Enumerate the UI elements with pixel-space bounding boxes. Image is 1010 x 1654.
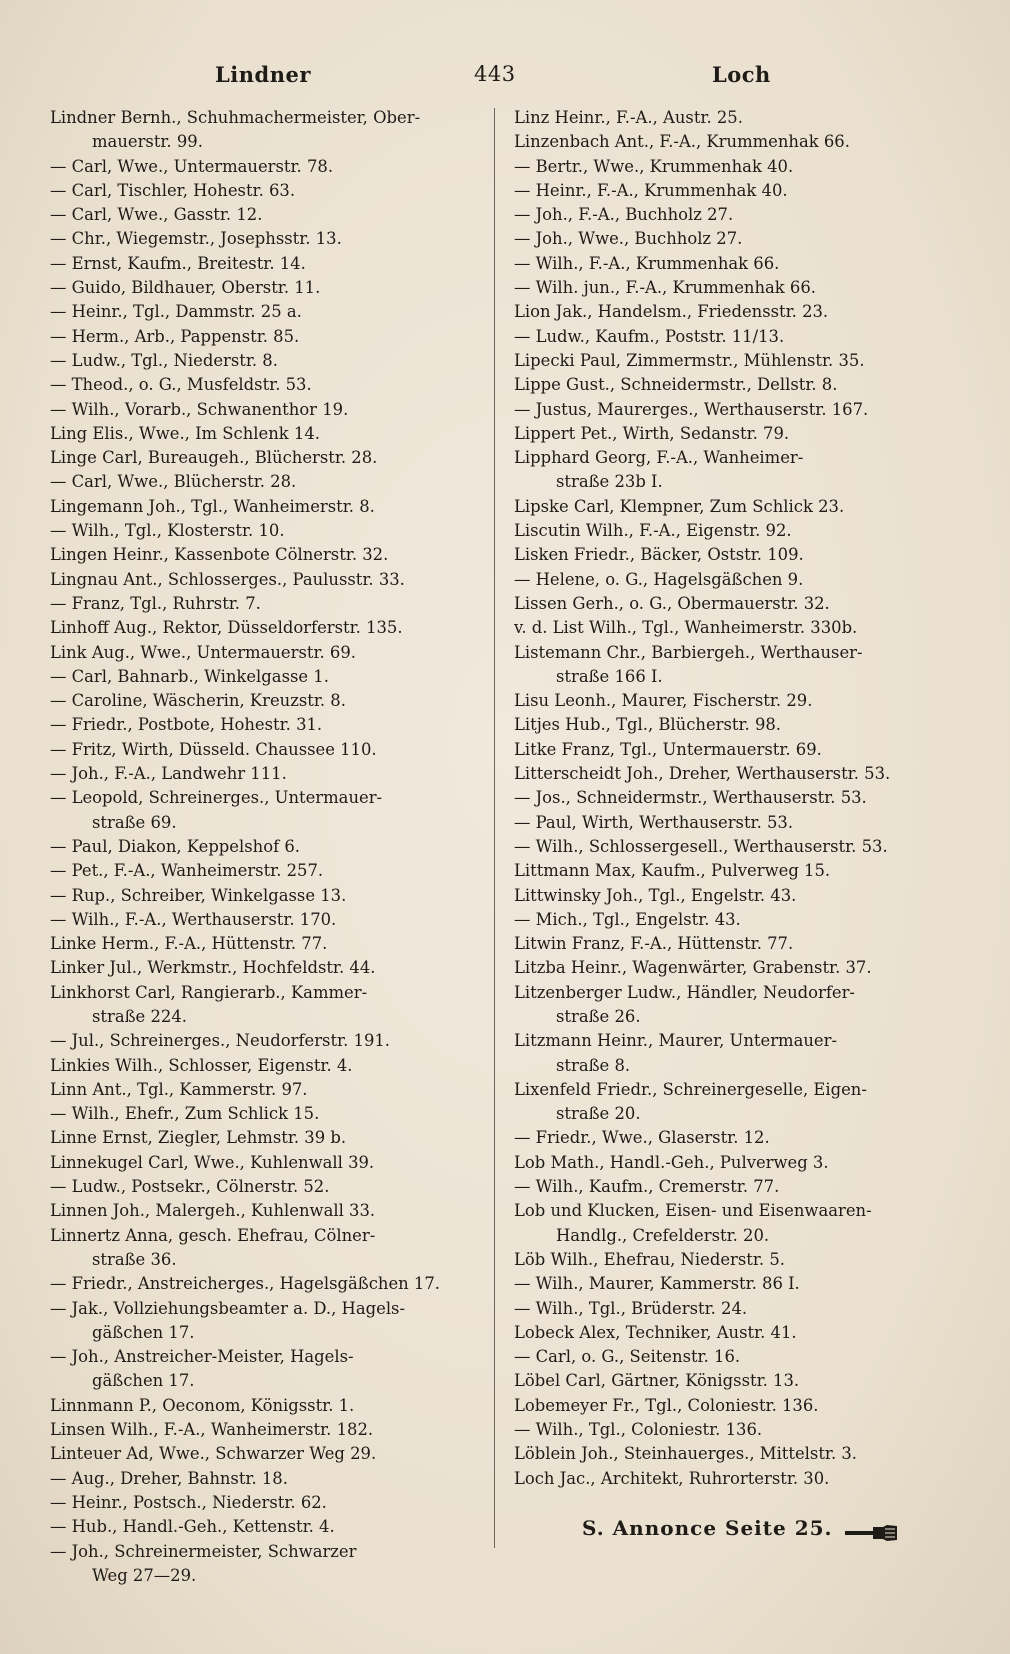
directory-entry-line: straße 166 I. — [556, 666, 663, 686]
directory-entry-line: Litzmann Heinr., Maurer, Untermauer- — [514, 1031, 837, 1051]
directory-entry-line: — Wilh., Tgl., Brüderstr. 24. — [514, 1298, 748, 1318]
directory-entry-line: — Carl, Wwe., Blücherstr. 28. — [50, 472, 297, 492]
directory-entry-line: — Wilh., F.-A., Werthauserstr. 170. — [50, 909, 337, 929]
directory-entry-line: — Wilh., Tgl., Coloniestr. 136. — [514, 1420, 763, 1440]
directory-entry-line: Litke Franz, Tgl., Untermauerstr. 69. — [514, 739, 822, 759]
directory-entry-line: Lingnau Ant., Schlosserges., Paulusstr. 33. — [50, 569, 405, 589]
right-column — [514, 106, 934, 1545]
directory-entry-line: — Theod., o. G., Musfeldstr. 53. — [50, 375, 312, 395]
directory-entry-line: Lippert Pet., Wirth, Sedanstr. 79. — [514, 423, 790, 443]
directory-entry-line: Linkies Wilh., Schlosser, Eigenstr. 4. — [50, 1055, 353, 1075]
annonce-reference — [514, 1511, 934, 1545]
directory-entry-line: Linge Carl, Bureaugeh., Blücherstr. 28. — [50, 448, 378, 468]
directory-entry-line: — Ernst, Kaufm., Breitestr. 14. — [50, 253, 306, 273]
directory-entry-line: — Joh., Wwe., Buchholz 27. — [514, 229, 743, 249]
directory-entry-line: Linsen Wilh., F.-A., Wanheimerstr. 182. — [50, 1420, 374, 1440]
page-header — [0, 62, 1010, 92]
directory-entry-line: — Leopold, Schreinerges., Untermauer- — [50, 788, 383, 808]
directory-entry-line: Linker Jul., Werkmstr., Hochfeldstr. 44. — [50, 958, 376, 978]
directory-entry-line: Lobeck Alex, Techniker, Austr. 41. — [514, 1322, 797, 1342]
directory-entry-line: — Heinr., F.-A., Krummenhak 40. — [514, 180, 788, 200]
directory-entry-line: — Joh., F.-A., Buchholz 27. — [514, 205, 734, 225]
pointing-hand-icon — [843, 1519, 899, 1539]
directory-entry-line: Lipphard Georg, F.-A., Wanheimer- — [514, 448, 804, 468]
directory-entry-line: Ling Elis., Wwe., Im Schlenk 14. — [50, 423, 320, 443]
directory-entry-line: — Carl, o. G., Seitenstr. 16. — [514, 1347, 741, 1367]
directory-entry-line: — Carl, Tischler, Hohestr. 63. — [50, 180, 296, 200]
directory-entry-line: Lingemann Joh., Tgl., Wanheimerstr. 8. — [50, 496, 375, 516]
directory-entry-line: — Wilh., Ehefr., Zum Schlick 15. — [50, 1104, 320, 1124]
directory-entry-line: Lion Jak., Handelsm., Friedensstr. 23. — [514, 302, 829, 322]
directory-entry-line: Link Aug., Wwe., Untermauerstr. 69. — [50, 642, 356, 662]
directory-entry-line: Linhoff Aug., Rektor, Düsseldorferstr. 135. — [50, 618, 403, 638]
directory-entry-line: — Ludw., Postsekr., Cölnerstr. 52. — [50, 1177, 330, 1197]
directory-entry-line: — Wilh., Kaufm., Cremerstr. 77. — [514, 1177, 780, 1197]
directory-entry-line: v. d. List Wilh., Tgl., Wanheimerstr. 330b. — [514, 618, 858, 638]
directory-entry-line: — Helene, o. G., Hagelsgäßchen 9. — [514, 569, 804, 589]
left-column — [50, 106, 495, 1588]
directory-entry-line: Linzenbach Ant., F.-A., Krummenhak 66. — [514, 132, 850, 152]
directory-entry-line: — Wilh. jun., F.-A., Krummenhak 66. — [514, 278, 816, 298]
directory-entry-line: Lippe Gust., Schneidermstr., Dellstr. 8. — [514, 375, 838, 395]
directory-entry-line: Liscutin Wilh., F.-A., Eigenstr. 92. — [514, 521, 792, 541]
directory-entry-line: Linke Herm., F.-A., Hüttenstr. 77. — [50, 934, 328, 954]
directory-entry-line: — Joh., Anstreicher-Meister, Hagels- — [50, 1347, 354, 1367]
directory-entry-line: Lixenfeld Friedr., Schreinergeselle, Eigen- — [514, 1079, 867, 1099]
page-number: 443 — [474, 62, 516, 86]
directory-entry-line: — Carl, Bahnarb., Winkelgasse 1. — [50, 666, 329, 686]
directory-entry-line: — Franz, Tgl., Ruhrstr. 7. — [50, 593, 261, 613]
directory-entry-line: — Bertr., Wwe., Krummenhak 40. — [514, 156, 794, 176]
directory-entry-line: Löblein Joh., Steinhauerges., Mittelstr. 3. — [514, 1444, 858, 1464]
directory-entry-line: — Wilh., Schlossergesell., Werthauserstr. 53. — [514, 836, 888, 856]
directory-entry-line: Litzba Heinr., Wagenwärter, Grabenstr. 37. — [514, 958, 872, 978]
directory-entry-line: Lob Math., Handl.-Geh., Pulverweg 3. — [514, 1152, 829, 1172]
directory-entry-line: Löbel Carl, Gärtner, Königsstr. 13. — [514, 1371, 800, 1391]
directory-entry-line: — Aug., Dreher, Bahnstr. 18. — [50, 1468, 288, 1488]
directory-entry-line: Linnertz Anna, gesch. Ehefrau, Cölner- — [50, 1225, 376, 1245]
directory-entry-line: Lisken Friedr., Bäcker, Oststr. 109. — [514, 545, 804, 565]
directory-entry-line: — Joh., F.-A., Landwehr 111. — [50, 764, 287, 784]
directory-entry-line: Littmann Max, Kaufm., Pulverweg 15. — [514, 861, 831, 881]
directory-entry-line: Lipske Carl, Klempner, Zum Schlick 23. — [514, 496, 845, 516]
directory-entry-line: — Hub., Handl.-Geh., Kettenstr. 4. — [50, 1517, 335, 1537]
directory-entry-line: straße 23b I. — [556, 472, 663, 492]
directory-entry-line: — Paul, Diakon, Keppelshof 6. — [50, 836, 300, 856]
directory-entry-line: Litjes Hub., Tgl., Blücherstr. 98. — [514, 715, 782, 735]
directory-entry-line: straße 8. — [556, 1055, 631, 1075]
directory-entry-line: — Jos., Schneidermstr., Werthauserstr. 53. — [514, 788, 867, 808]
directory-entry-line: — Wilh., Tgl., Klosterstr. 10. — [50, 521, 285, 541]
directory-entry-line: — Guido, Bildhauer, Oberstr. 11. — [50, 278, 321, 298]
directory-entry-line: Linne Ernst, Ziegler, Lehmstr. 39 b. — [50, 1128, 347, 1148]
directory-entry-line: — Ludw., Kaufm., Poststr. 11/13. — [514, 326, 785, 346]
directory-entry-line: Litzenberger Ludw., Händler, Neudorfer- — [514, 982, 855, 1002]
directory-entry-line: — Ludw., Tgl., Niederstr. 8. — [50, 350, 278, 370]
directory-entry-line: — Chr., Wiegemstr., Josephsstr. 13. — [50, 229, 342, 249]
directory-entry-line: — Jak., Vollziehungsbeamter a. D., Hagels- — [50, 1298, 406, 1318]
directory-entry-line: — Wilh., Maurer, Kammerstr. 86 I. — [514, 1274, 800, 1294]
directory-entry-line: — Pet., F.-A., Wanheimerstr. 257. — [50, 861, 324, 881]
directory-entry-line: Löb Wilh., Ehefrau, Niederstr. 5. — [514, 1249, 785, 1269]
directory-entry-line: — Friedr., Wwe., Glaserstr. 12. — [514, 1128, 770, 1148]
directory-entry-line: Handlg., Crefelderstr. 20. — [556, 1225, 770, 1245]
directory-entry-line: — Joh., Schreinermeister, Schwarzer — [50, 1541, 357, 1561]
directory-entry-line: Lindner Bernh., Schuhmachermeister, Ober- — [50, 108, 421, 127]
directory-entry-line: Linnen Joh., Malergeh., Kuhlenwall 33. — [50, 1201, 376, 1221]
directory-entry-line: Lissen Gerh., o. G., Obermauerstr. 32. — [514, 593, 830, 613]
directory-entry-line: straße 224. — [92, 1006, 187, 1026]
directory-entry-line: Litwin Franz, F.-A., Hüttenstr. 77. — [514, 934, 794, 954]
directory-entry-line: Lipecki Paul, Zimmermstr., Mühlenstr. 35. — [514, 350, 865, 370]
directory-entry-line: — Mich., Tgl., Engelstr. 43. — [514, 909, 741, 929]
directory-entry-line: Linkhorst Carl, Rangierarb., Kammer- — [50, 982, 368, 1002]
directory-entry-line: Lingen Heinr., Kassenbote Cölnerstr. 32. — [50, 545, 389, 565]
directory-entry-line: Linn Ant., Tgl., Kammerstr. 97. — [50, 1079, 308, 1099]
directory-entry-line: — Heinr., Postsch., Niederstr. 62. — [50, 1492, 327, 1512]
annonce-text: S. Annonce Seite 25. — [582, 1515, 833, 1540]
directory-entry-line: Litterscheidt Joh., Dreher, Werthauserstr. 53. — [514, 764, 891, 784]
directory-entry-line: — Friedr., Anstreicherges., Hagelsgäßchen 17. — [50, 1274, 440, 1294]
directory-entry-line: mauerstr. 99. — [92, 132, 203, 152]
directory-entry-line: Littwinsky Joh., Tgl., Engelstr. 43. — [514, 885, 797, 905]
directory-entry-line: Lob und Klucken, Eisen- und Eisenwaaren- — [514, 1201, 872, 1221]
directory-entry-line: — Fritz, Wirth, Düsseld. Chaussee 110. — [50, 739, 377, 759]
directory-entry-line: straße 26. — [556, 1006, 641, 1026]
spacer — [514, 1491, 934, 1511]
directory-entry-line: gäßchen 17. — [92, 1371, 195, 1391]
directory-entry-line: straße 69. — [92, 812, 177, 832]
directory-entry-line: — Rup., Schreiber, Winkelgasse 13. — [50, 885, 347, 905]
directory-entry-line: gäßchen 17. — [92, 1322, 195, 1342]
directory-entry-line: — Carl, Wwe., Gasstr. 12. — [50, 205, 263, 225]
directory-entry-line: — Heinr., Tgl., Dammstr. 25 a. — [50, 302, 302, 322]
directory-entry-line: Linnmann P., Oeconom, Königsstr. 1. — [50, 1395, 355, 1415]
directory-entry-line: Linnekugel Carl, Wwe., Kuhlenwall 39. — [50, 1152, 375, 1172]
directory-entry-line: — Wilh., Vorarb., Schwanenthor 19. — [50, 399, 349, 419]
header-last-name: Loch — [712, 62, 771, 87]
directory-entry-line: Loch Jac., Architekt, Ruhrorterstr. 30. — [514, 1468, 830, 1488]
header-first-name: Lindner — [215, 62, 311, 87]
directory-entry-line: Linz Heinr., F.-A., Austr. 25. — [514, 108, 743, 127]
directory-entry-line: Listemann Chr., Barbiergeh., Werthauser- — [514, 642, 863, 662]
directory-entry-line: Lisu Leonh., Maurer, Fischerstr. 29. — [514, 691, 813, 711]
directory-entry-line: straße 36. — [92, 1249, 177, 1269]
directory-entry-line: straße 20. — [556, 1104, 641, 1124]
directory-entry-line: — Wilh., F.-A., Krummenhak 66. — [514, 253, 780, 273]
directory-entry-line: — Paul, Wirth, Werthauserstr. 53. — [514, 812, 794, 832]
directory-entry-line: — Carl, Wwe., Untermauerstr. 78. — [50, 156, 334, 176]
directory-entry-line: Linteuer Ad, Wwe., Schwarzer Weg 29. — [50, 1444, 377, 1464]
directory-entry-line: — Caroline, Wäscherin, Kreuzstr. 8. — [50, 691, 346, 711]
directory-entry-line: Weg 27—29. — [92, 1565, 197, 1585]
directory-entry-line: — Herm., Arb., Pappenstr. 85. — [50, 326, 300, 346]
directory-entry-line: — Friedr., Postbote, Hohestr. 31. — [50, 715, 323, 735]
directory-entry-line: Lobemeyer Fr., Tgl., Coloniestr. 136. — [514, 1395, 819, 1415]
directory-entry-line: — Justus, Maurerges., Werthauserstr. 167. — [514, 399, 869, 419]
directory-entry-line: — Jul., Schreinerges., Neudorferstr. 191. — [50, 1031, 391, 1051]
